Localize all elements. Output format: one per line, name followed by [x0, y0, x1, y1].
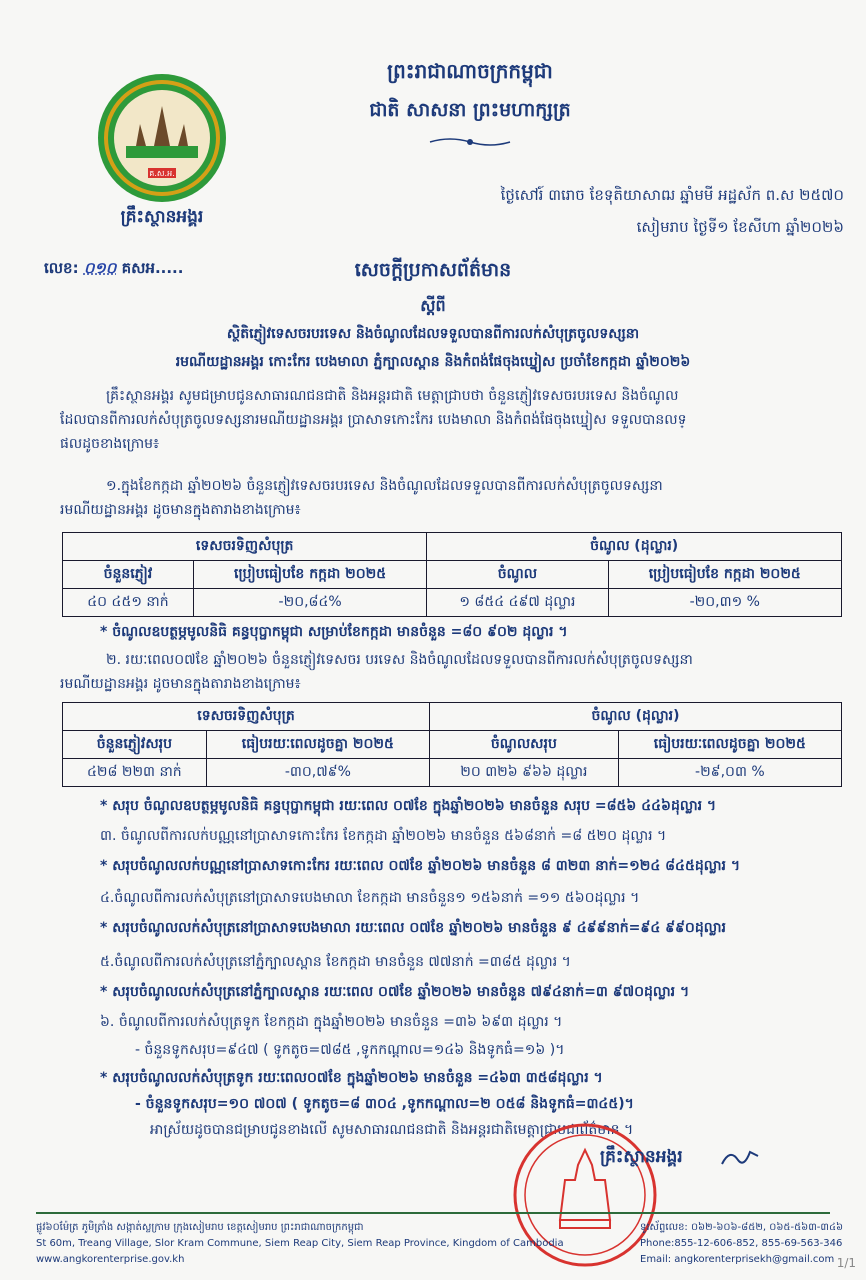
- section-2-line-1: ២. រយៈពេល០៧ខែ ឆ្នាំ២០២៦ ចំនួនភ្ញៀវទេសចរ បរទេស និងចំណូលដែលទទួលបានពីការលក់សំបុត្រចូលទស្សនា: [106, 652, 693, 668]
- signature-org-name: គ្រឹះស្ថានអង្គរ: [600, 1147, 683, 1167]
- document-about: ស្តីពី: [420, 296, 446, 315]
- note-foundation-total: * សរុប ចំណូលឧបត្ថម្ភមូលនិធិ គន្ធបុប្ផាកម្ពុជា រយៈពេល ០៧ខែ ក្នុងឆ្នាំ២០២៦ មានចំនួន សរុប =៨៥៦ ៤៤៦ដុល្លារ ។: [100, 798, 717, 814]
- logo-text: គ.ស.អ.: [149, 169, 175, 178]
- table2-cell: ២០ ៣២៦ ៩៦៦ ដុល្លារ: [429, 759, 618, 787]
- footer-website-link[interactable]: www.angkorenterprise.gov.kh: [36, 1254, 185, 1265]
- footer-divider: [36, 1212, 830, 1214]
- table2-cell: -៣០,៧៩%: [206, 759, 429, 787]
- solar-date: សៀមរាប ថ្ងៃទី១ ខែសីហា ឆ្នាំ២០២៦: [636, 218, 844, 236]
- table2-group-revenue: ចំណូល (ដុល្លារ): [429, 703, 841, 731]
- subject-line-2: រមណីយដ្ឋានអង្គរ កោះកែរ បេងមាលា ភ្នំក្បាលស្ពាន និងកំពង់ផែចុងឃ្នៀស ប្រចាំខែកក្កដា ឆ្នាំ២០២៦: [175, 354, 691, 370]
- item-boat-monthly: ៦. ចំណូលពីការលក់សំបុត្រទូក ខែកក្កដា ក្នុងឆ្នាំ២០២៦ មានចំនួន =៣៦ ៦៩៣ ដុល្លារ ។: [100, 1014, 563, 1030]
- table1-header: ចំណូល: [427, 561, 608, 589]
- footer-address-kh: ផ្លូវ៦០ម៉ែត្រ ភូមិត្រាំង សង្កាត់ស្លក្រាម ក្រុងសៀមរាប ខេត្តសៀមរាប ព្រះរាជាណាចក្រកម្ពុជា: [36, 1222, 364, 1233]
- footer-phone-kh: ទូរស័ព្ទលេខ: ០៦២-៦០៦-៨៥២, ០៦៥-៥៦៣-៣៤៦: [640, 1222, 844, 1233]
- table1-cell: -២០,៨៤%: [193, 589, 426, 617]
- table2-header: ធៀបរយៈពេលដូចគ្នា ២០២៥: [206, 731, 429, 759]
- intro-line-1: គ្រឹះស្ថានអង្គរ សូមជម្រាបជូនសាធារណជនជាតិ និងអន្តរជាតិ មេត្តាជ្រាបថា ចំនួនភ្ញៀវទេសចរបរទេស និងចំណូល: [106, 388, 679, 404]
- table2-header: ចំណូលសរុប: [429, 731, 618, 759]
- lunar-date: ថ្ងៃសៅរ៍ ៣រោច ខែទុតិយាសាឍ ឆ្នាំមមី អដ្ឋស័ក ព.ស ២៥៧០: [500, 186, 844, 204]
- item-kbal-spean-monthly: ៥.ចំណូលពីការលក់សំបុត្រនៅភ្នំក្បាលស្ពាន ខែកក្កដា មានចំនួន ៧៧នាក់ =៣៨៥ ដុល្លារ ។: [100, 954, 571, 970]
- item-boat-total-detail: - ចំនួនទូកសរុប=១០ ៧០៧ ( ទូកតូច=៨ ៣០៤ ,ទូកកណ្តាល=២ ០៥៨ និងទូកធំ=៣៤៥)។: [135, 1096, 634, 1112]
- item-kbal-spean-total: * សរុបចំណូលលក់សំបុត្រនៅភ្នំក្បាលស្ពាន រយៈពេល ០៧ខែ ឆ្នាំ២០២៦ មានចំនួន ៧៩៤នាក់=៣ ៩៧០ដុល្លារ ។: [100, 984, 690, 1000]
- item-koh-ker-monthly: ៣. ចំណូលពីការលក់បណ្ណនៅប្រាសាទកោះកែរ ខែកក្កដា ឆ្នាំ២០២៦ មានចំនួន ៥៦៨នាក់ =៨ ៥២០ ដុល្លារ ។: [100, 828, 667, 844]
- table1-header: ចំនួនភ្ញៀវ: [63, 561, 194, 589]
- footer-email-link[interactable]: Email: angkorenterprisekh@gmail.com: [640, 1254, 835, 1265]
- page-number: 1/1: [836, 1256, 856, 1270]
- intro-line-3: ផលដូចខាងក្រោម៖: [60, 436, 160, 452]
- item-beng-mealea-monthly: ៤.ចំណូលពីការលក់សំបុត្រនៅប្រាសាទបេងមាលា ខែកក្កដា មានចំនួន១ ១៥៦នាក់ =១១ ៥៦០ដុល្លារ ។: [100, 890, 640, 906]
- section-1-text: [60, 474, 860, 522]
- ornament-divider-icon: [425, 136, 515, 148]
- intro-line-2: ដែលបានពីការលក់សំបុត្រចូលទស្សនារមណីយដ្ឋានអង្គរ ប្រាសាទកោះកែរ បេងមាលា និងកំពង់ផែចុងឃ្នៀស ទទួលបានលទ្: [60, 412, 687, 428]
- table2-header: ធៀបរយៈពេលដូចគ្នា ២០២៥: [618, 731, 841, 759]
- table1-cell: ៤០ ៤៥១ នាក់: [63, 589, 194, 617]
- table2-cell: -២៩,០៣ %: [618, 759, 841, 787]
- reference-suffix: គសអ.....: [121, 259, 184, 277]
- footer-address-en: St 60m, Treang Village, Slor Kram Commune, Siem Reap City, Siem Reap Province, Kingdom of Cambodia: [36, 1238, 564, 1249]
- table-monthly-stats: [62, 532, 842, 617]
- intro-paragraph: [60, 384, 860, 456]
- subject-line-1: ស្ថិតិភ្ញៀវទេសចរបរទេស និងចំណូលដែលទទួលបានពីការលក់សំបុត្រចូលទស្សនា: [226, 326, 640, 342]
- table-seven-month-stats: [62, 702, 842, 787]
- kingdom-title: ព្រះរាជាណាចក្រកម្ពុជា: [387, 59, 553, 83]
- footer-phone-en: Phone:855-12-606-852, 855-69-563-346: [640, 1238, 843, 1249]
- table2-cell: ៤២៨ ២២៣ នាក់: [63, 759, 207, 787]
- table2-header: ចំនួនភ្ញៀវសរុប: [63, 731, 207, 759]
- table1-group-tourists: ទេសចរទិញសំបុត្រ: [63, 533, 427, 561]
- org-name-caption: គ្រឹះស្ថានអង្គរ: [120, 207, 204, 227]
- document-title: សេចក្តីប្រកាសព័ត៌មាន: [354, 259, 512, 281]
- item-beng-mealea-total: * សរុបចំណូលលក់សំបុត្រនៅប្រាសាទបេងមាលា រយៈពេល ០៧ខែ ឆ្នាំ២០២៦ មានចំនួន ៩ ៤៩៩នាក់=៩៤ ៩៩០ដុល្លារ: [100, 920, 726, 936]
- table1-cell: -២០,៣១ %: [608, 589, 841, 617]
- kingdom-heading: [300, 58, 640, 152]
- table1-header: ប្រៀបធៀបខែ កក្កដា ២០២៥: [608, 561, 841, 589]
- section-2-text: [60, 648, 860, 696]
- table2-group-tourists: ទេសចរទិញសំបុត្រ: [63, 703, 430, 731]
- item-boat-total: * សរុបចំណូលលក់សំបុត្រទូក រយៈពេល០៧ខែ ក្នុងឆ្នាំ២០២៦ មានចំនួន =៤៦៣ ៣៥៨ដុល្លារ ។: [100, 1070, 603, 1086]
- section-2-line-2: រមណីយដ្ឋានអង្គរ ដូចមានក្នុងតារាងខាងក្រោម៖: [60, 676, 301, 692]
- closing-statement: អាស្រ័យដូចបានជម្រាបជូនខាងលើ សូមសាធារណជនជាតិ និងអន្តរជាតិមេត្តាជ្រាបជាព័ត៌មាន ។: [150, 1122, 634, 1138]
- footer-address: [36, 1220, 564, 1268]
- national-motto: ជាតិ សាសនា ព្រះមហាក្សត្រ: [369, 99, 571, 121]
- signature-icon: [720, 1144, 760, 1168]
- footer-contact: [640, 1220, 843, 1268]
- table1-header: ប្រៀបធៀបខែ កក្កដា ២០២៥: [193, 561, 426, 589]
- angkor-enterprise-logo: [96, 72, 228, 204]
- item-koh-ker-total: * សរុបចំណូលលក់បណ្ណនៅប្រាសាទកោះកែរ រយៈពេល ០៧ខែ ឆ្នាំ២០២៦ មានចំនួន ៨ ៣២៣ នាក់=១២៤ ៨៤៥ដុល្លារ ។: [100, 858, 741, 874]
- item-boat-monthly-detail: - ចំនួនទូកសរុប=៩៤៧ ( ទូកតូច=៧៨៥ ,ទូកកណ្តាល=១៤៦ និងទូកធំ=១៦ )។: [135, 1042, 565, 1058]
- table1-group-revenue: ចំណូល (ដុល្លារ): [427, 533, 842, 561]
- reference-value: ០១០: [83, 259, 117, 277]
- section-1-line-2: រមណីយដ្ឋានអង្គរ ដូចមានក្នុងតារាងខាងក្រោម៖: [60, 502, 301, 518]
- reference-prefix: លេខ:: [44, 259, 79, 277]
- table1-cell: ១ ៨៥៤ ៤៩៧ ដុល្លារ: [427, 589, 608, 617]
- note-foundation-monthly: * ចំណូលឧបត្ថម្ភមូលនិធិ គន្ធបុប្ផាកម្ពុជា សម្រាប់ខែកក្កដា មានចំនួន =៨០ ៩០២ ដុល្លារ ។: [100, 624, 568, 640]
- section-1-line-1: ១.ក្នុងខែកក្កដា ឆ្នាំ២០២៦ ចំនួនភ្ញៀវទេសចរបរទេស និងចំណូលដែលទទួលបានពីការលក់សំបុត្រចូលទស្សនា: [106, 478, 663, 494]
